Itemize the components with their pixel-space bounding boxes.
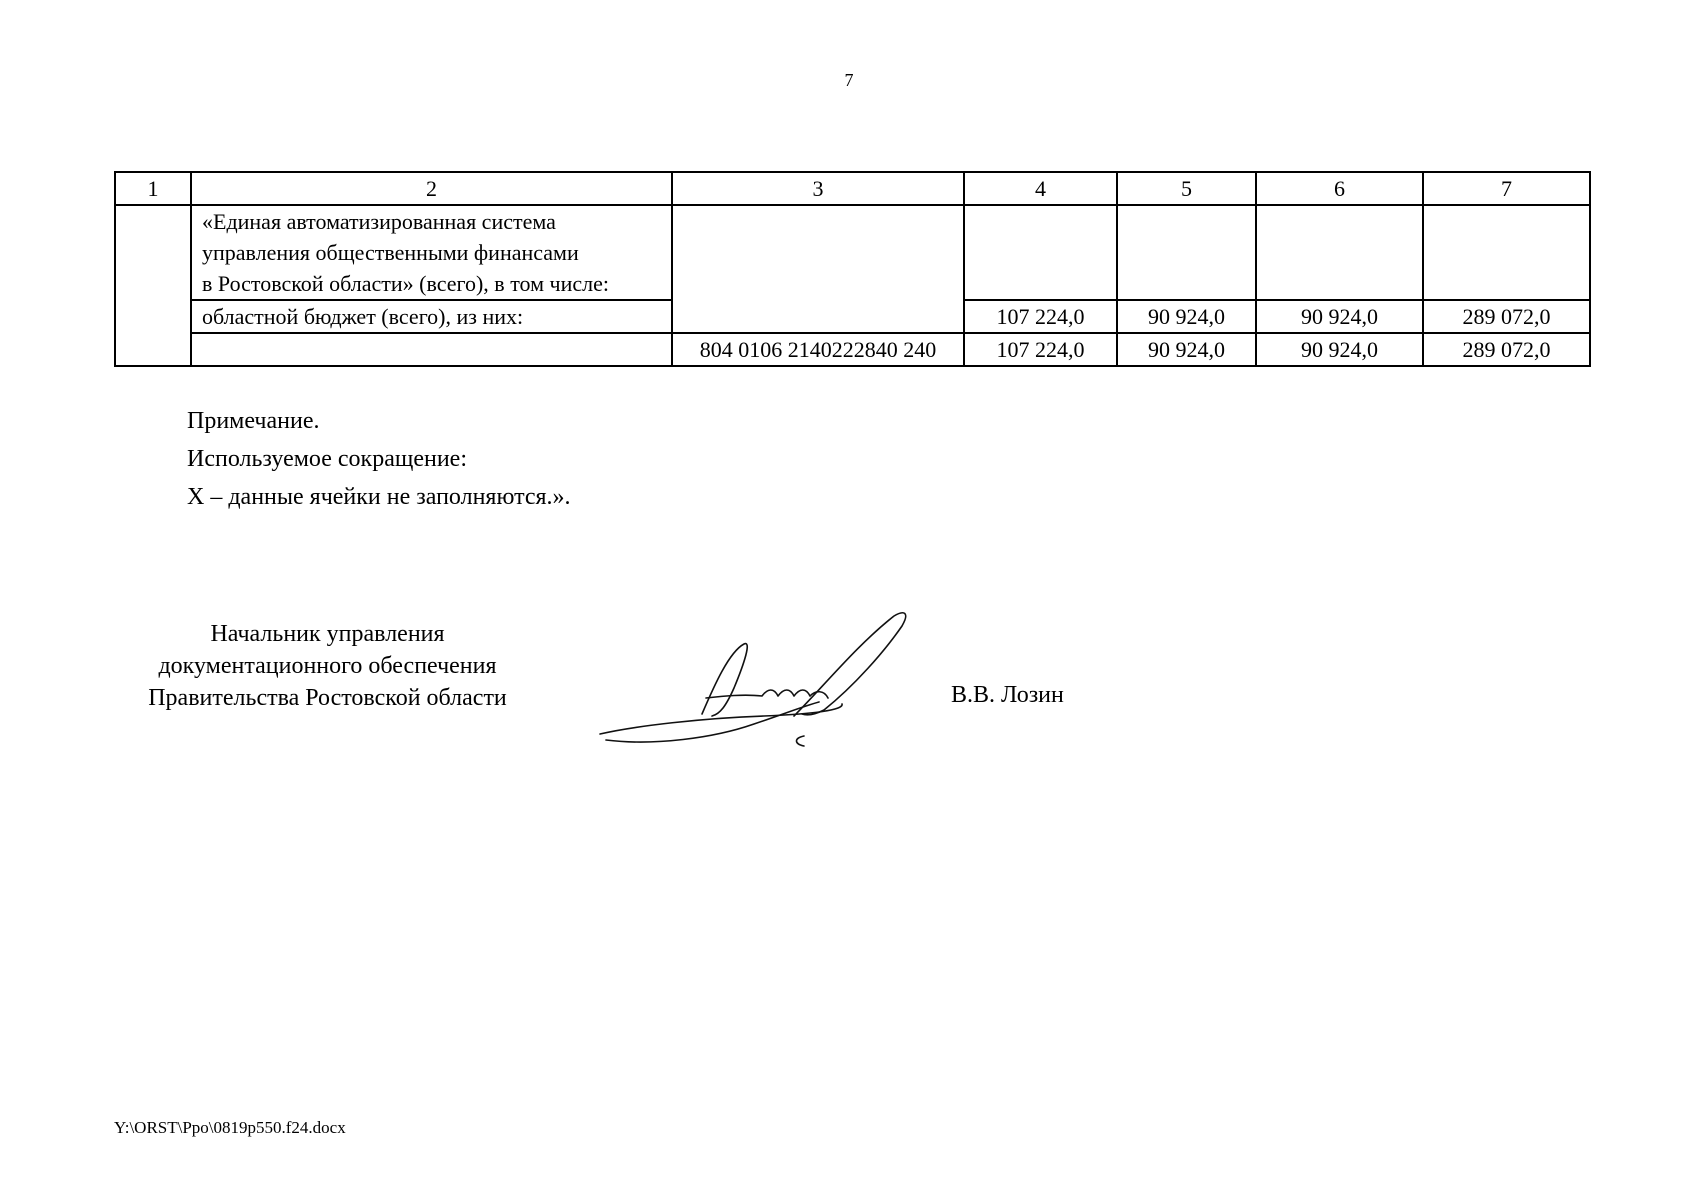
program-name-line: управления общественными финансами [202,240,579,265]
header-cell-7: 7 [1423,172,1590,205]
value-cell [1256,205,1423,300]
value-cell: 289 072,0 [1423,300,1590,333]
value-cell [964,205,1117,300]
header-cell-1: 1 [115,172,191,205]
header-cell-3: 3 [672,172,964,205]
value-cell [1117,205,1256,300]
header-cell-2: 2 [191,172,672,205]
table-row [115,205,1590,300]
value-cell: 90 924,0 [1117,333,1256,366]
handwritten-signature [594,606,924,756]
budget-code-cell [672,205,964,333]
file-path: Y:\ORST\Ppo\0819p550.f24.docx [114,1118,346,1137]
row-number-cell [115,205,191,366]
note-line: Используемое сокращение: [187,446,467,472]
header-cell-4: 4 [964,172,1117,205]
value-cell: 90 924,0 [1117,300,1256,333]
signer-title-line: документационного обеспечения [158,653,497,679]
signer-title-line: Начальник управления [210,621,445,647]
source-name-cell: областной бюджет (всего), из них: [191,300,672,333]
budget-code-cell: 804 0106 2140222840 240 [672,333,964,366]
note-block [187,402,571,516]
source-name-cell [191,333,672,366]
value-cell: 90 924,0 [1256,333,1423,366]
value-cell: 90 924,0 [1256,300,1423,333]
signer-title-line: Правительства Ростовской области [148,685,507,711]
program-name-line: в Ростовской области» (всего), в том числе: [202,271,609,296]
note-line: X – данные ячейки не заполняются.». [187,484,571,510]
table-header-row [115,172,1590,205]
value-cell: 107 224,0 [964,300,1117,333]
note-heading: Примечание. [187,408,320,434]
table-row [115,333,1590,366]
value-cell [1423,205,1590,300]
page-number: 7 [844,70,854,90]
program-name-cell [191,205,672,300]
signer-name: В.В. Лозин [951,682,1064,708]
value-cell: 107 224,0 [964,333,1117,366]
budget-table [114,171,1591,367]
program-name-line: «Единая автоматизированная система [202,209,556,234]
header-cell-6: 6 [1256,172,1423,205]
value-cell: 289 072,0 [1423,333,1590,366]
signer-title [110,618,545,714]
header-cell-5: 5 [1117,172,1256,205]
